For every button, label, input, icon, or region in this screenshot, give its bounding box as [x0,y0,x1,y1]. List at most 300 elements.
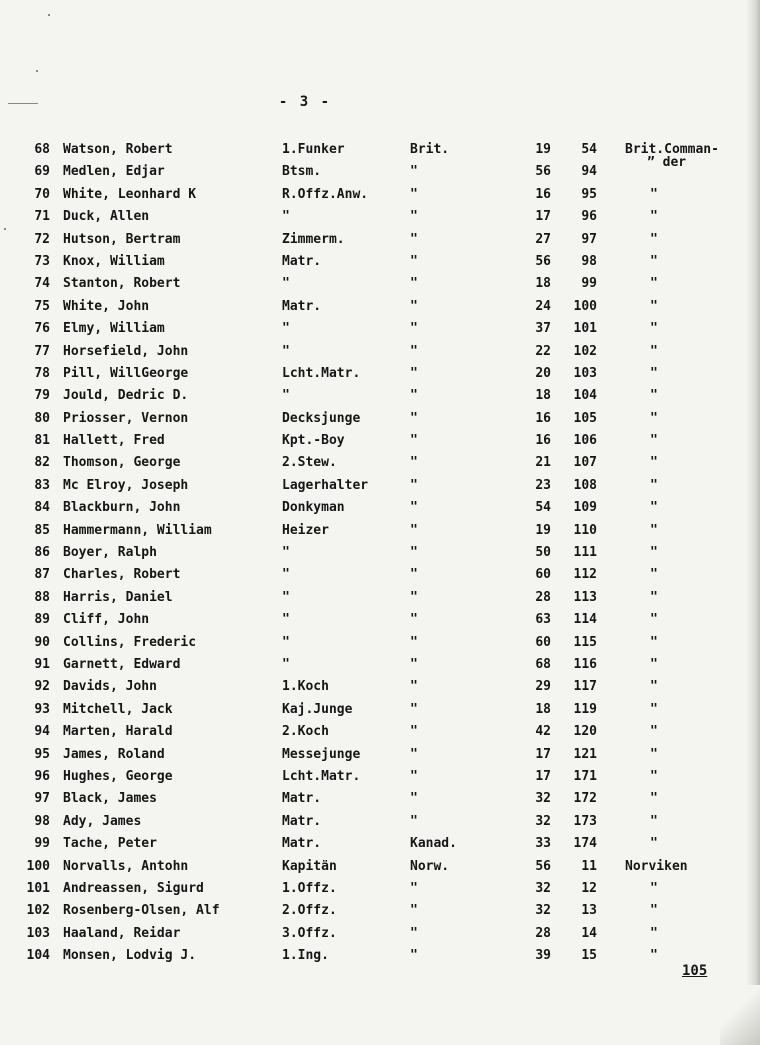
age: 54 [535,500,551,516]
rank: Lagerhalter [282,477,369,493]
person-name: Hallett, Fred [63,433,165,449]
prisoner-number: 116 [573,656,597,672]
prisoner-number: 121 [573,746,597,762]
entry-number: 82 [34,455,50,471]
rank: 3.Offz. [282,925,337,941]
prisoner-number: 103 [573,365,597,381]
person-name: Thomson, George [63,455,181,471]
entry-number: 104 [26,948,50,964]
person-name: Davids, John [63,679,157,695]
prisoner-number: 171 [573,768,597,784]
rank: Matr. [282,791,322,807]
age: 20 [535,365,551,381]
table-row [0,273,760,295]
rank: Matr. [282,813,322,829]
person-name: Knox, William [63,253,165,269]
prisoner-number: 119 [573,701,597,717]
table-row [0,744,760,766]
age: 18 [535,276,551,292]
table-row [0,811,760,833]
prisoner-number: 96 [581,209,597,225]
nationality: " [410,253,418,269]
entry-number: 79 [34,388,50,404]
ship-name: " [650,455,658,471]
table-row [0,430,760,452]
entry-number: 90 [34,634,50,650]
nationality: " [410,791,418,807]
prisoner-number: 120 [573,724,597,740]
person-name: Priosser, Vernon [63,410,189,426]
nationality: " [410,343,418,359]
table-row [0,923,760,945]
person-name: Tache, Peter [63,836,157,852]
person-name: Monsen, Lodvig J. [63,948,197,964]
nationality: " [410,500,418,516]
person-name: Andreassen, Sigurd [63,880,204,896]
prisoner-number: 15 [581,948,597,964]
entry-number: 73 [34,253,50,269]
entry-number: 71 [34,209,50,225]
rank: 2.Koch [282,724,329,740]
entry-number: 72 [34,231,50,247]
entry-number: 86 [34,545,50,561]
entry-number: 89 [34,612,50,628]
nationality: " [410,813,418,829]
person-name: Hammermann, William [63,522,212,538]
rank: Matr. [282,298,322,314]
table-row [0,385,760,407]
prisoner-number: 102 [573,343,597,359]
ship-name: " [650,656,658,672]
nationality: Norw. [410,858,450,874]
person-name: Boyer, Ralph [63,545,157,561]
rank: Decksjunge [282,410,361,426]
table-row [0,609,760,631]
ship-name: " [650,880,658,896]
person-name: Marten, Harald [63,724,173,740]
nationality: Brit. [410,142,450,157]
age: 16 [535,433,551,449]
nationality: " [410,724,418,740]
nationality: " [410,455,418,471]
entry-number: 68 [34,142,50,157]
age: 19 [535,522,551,538]
nationality: " [410,612,418,628]
table-row [0,945,760,967]
person-name: Harris, Daniel [63,589,173,605]
ship-name: " [650,365,658,381]
prisoner-number: 117 [573,679,597,695]
entry-number: 77 [34,343,50,359]
nationality: " [410,880,418,896]
person-name: Hughes, George [63,768,173,784]
age: 21 [535,455,551,471]
prisoner-number: 95 [581,186,597,202]
nationality: " [410,679,418,695]
rank: " [282,589,290,605]
prisoner-number: 12 [581,880,597,896]
nationality: " [410,186,418,202]
age: 22 [535,343,551,359]
entry-number: 95 [34,746,50,762]
prisoner-number: 108 [573,477,597,493]
entry-number: 101 [26,880,50,896]
nationality: " [410,209,418,225]
nationality: " [410,276,418,292]
entry-number: 98 [34,813,50,829]
rank: " [282,343,290,359]
ship-name: " [650,545,658,561]
ink-speck [36,70,38,72]
entry-number: 81 [34,433,50,449]
ship-name: " [650,589,658,605]
age: 16 [535,410,551,426]
page-corner-curl [720,985,760,1045]
table-row [0,229,760,251]
nationality: " [410,545,418,561]
nationality: " [410,746,418,762]
rank: Kaj.Junge [282,701,353,717]
nationality: " [410,768,418,784]
age: 56 [535,164,551,180]
age: 63 [535,612,551,628]
prisoner-number: 13 [581,903,597,919]
prisoner-number: 115 [573,634,597,650]
person-name: Hutson, Bertram [63,231,181,247]
entry-number: 103 [26,925,50,941]
age: 32 [535,813,551,829]
ship-name: " [650,388,658,404]
nationality: Kanad. [410,836,457,852]
age: 17 [535,768,551,784]
nationality: " [410,948,418,964]
ship-name: " [650,253,658,269]
table-row [0,475,760,497]
age: 28 [535,589,551,605]
person-name: Blackburn, John [63,500,181,516]
age: 56 [535,858,551,874]
age: 42 [535,724,551,740]
ship-name: " [650,768,658,784]
table-row [0,833,760,855]
entry-number: 93 [34,701,50,717]
rank: Matr. [282,253,322,269]
table-row [0,654,760,676]
age: 39 [535,948,551,964]
table-row [0,676,760,698]
table-row [0,900,760,922]
ship-name: Brit.Comman- [625,142,719,157]
person-name: Duck, Allen [63,209,150,225]
page-number: - 3 - [278,94,332,110]
person-name: Mc Elroy, Joseph [63,477,189,493]
entry-number: 78 [34,365,50,381]
ship-name: " [650,746,658,762]
ship-name: " [650,612,658,628]
prisoner-number: 110 [573,522,597,538]
person-name: Watson, Robert [63,142,173,157]
age: 17 [535,746,551,762]
table-row [0,363,760,385]
age: 56 [535,253,551,269]
nationality: " [410,410,418,426]
rank: " [282,209,290,225]
ship-name: " [650,634,658,650]
ship-name: " [650,948,658,964]
age: 68 [535,656,551,672]
ship-name: " [650,343,658,359]
person-name: Jould, Dedric D. [63,388,189,404]
ship-name: " [650,410,658,426]
entry-number: 91 [34,656,50,672]
rank: R.Offz.Anw. [282,186,369,202]
ship-name-continuation: ” der [647,155,687,170]
rank: 1.Funker [282,142,345,157]
nationality: " [410,298,418,314]
nationality: " [410,388,418,404]
prisoner-number: 101 [573,321,597,337]
rank: " [282,634,290,650]
prisoner-number: 54 [581,142,597,157]
person-name: Mitchell, Jack [63,701,173,717]
ship-name: " [650,433,658,449]
ship-name: " [650,209,658,225]
person-name: Rosenberg-Olsen, Alf [63,903,220,919]
nationality: " [410,656,418,672]
prisoner-number: 104 [573,388,597,404]
nationality: " [410,321,418,337]
rank: Lcht.Matr. [282,365,361,381]
person-name: White, Leonhard K [63,186,197,202]
person-name: Elmy, William [63,321,165,337]
age: 28 [535,925,551,941]
age: 18 [535,701,551,717]
nationality: " [410,433,418,449]
rank: " [282,276,290,292]
rank: 1.Ing. [282,948,329,964]
rank: 1.Offz. [282,880,337,896]
nationality: " [410,634,418,650]
nationality: " [410,522,418,538]
table-row [0,296,760,318]
age: 32 [535,880,551,896]
ship-name: " [650,477,658,493]
nationality: " [410,567,418,583]
rank: 1.Koch [282,679,329,695]
age: 16 [535,186,551,202]
table-row [0,497,760,519]
person-name: Collins, Frederic [63,634,197,650]
prisoner-number: 109 [573,500,597,516]
nationality: " [410,365,418,381]
table-row [0,856,760,878]
entry-number: 69 [34,164,50,180]
age: 60 [535,567,551,583]
entry-number: 75 [34,298,50,314]
page-total: 105 [682,963,708,979]
entry-number: 84 [34,500,50,516]
table-row [0,161,760,183]
prisoner-number: 173 [573,813,597,829]
ship-name: " [650,724,658,740]
rank: Zimmerm. [282,231,345,247]
ship-name: " [650,186,658,202]
prisoner-number: 105 [573,410,597,426]
ship-name: " [650,567,658,583]
rank: Lcht.Matr. [282,768,361,784]
table-row [0,251,760,273]
prisoner-number: 113 [573,589,597,605]
entry-number: 85 [34,522,50,538]
rank: " [282,567,290,583]
table-row [0,587,760,609]
age: 19 [535,142,551,157]
person-name: Charles, Robert [63,567,181,583]
entry-number: 100 [26,858,50,874]
ship-name: " [650,903,658,919]
prisoner-number: 114 [573,612,597,628]
person-name: James, Roland [63,746,165,762]
rank: " [282,612,290,628]
age: 23 [535,477,551,493]
age: 17 [535,209,551,225]
rank: 2.Stew. [282,455,337,471]
rank: Btsm. [282,164,322,180]
age: 37 [535,321,551,337]
person-name: Haaland, Reidar [63,925,181,941]
table-row [0,632,760,654]
entry-number: 83 [34,477,50,493]
age: 50 [535,545,551,561]
age: 27 [535,231,551,247]
age: 24 [535,298,551,314]
table-row [0,520,760,542]
ship-name: " [650,321,658,337]
entry-number: 97 [34,791,50,807]
rank: " [282,656,290,672]
age: 32 [535,903,551,919]
rank: Donkyman [282,500,345,516]
age: 60 [535,634,551,650]
entry-number: 99 [34,836,50,852]
person-name: Cliff, John [63,612,150,628]
person-name: Medlen, Edjar [63,164,165,180]
ship-name: " [650,836,658,852]
entry-number: 92 [34,679,50,695]
table-row [0,318,760,340]
age: 18 [535,388,551,404]
nationality: " [410,925,418,941]
ship-name: " [650,813,658,829]
table-row [0,766,760,788]
age: 29 [535,679,551,695]
table-row [0,564,760,586]
ship-name: " [650,276,658,292]
margin-mark [8,103,38,104]
prisoner-number: 99 [581,276,597,292]
person-name: Norvalls, Antohn [63,858,189,874]
prisoner-number: 97 [581,231,597,247]
ship-name: " [650,298,658,314]
prisoner-number: 172 [573,791,597,807]
rank: Matr. [282,836,322,852]
entry-number: 88 [34,589,50,605]
rank: " [282,321,290,337]
prisoner-number: 174 [573,836,597,852]
entry-number: 96 [34,768,50,784]
nationality: " [410,589,418,605]
table-row [0,206,760,228]
prisoner-number: 106 [573,433,597,449]
rank: " [282,545,290,561]
table-row [0,788,760,810]
rank: Kpt.-Boy [282,433,345,449]
ship-name: " [650,791,658,807]
ship-name: " [650,701,658,717]
table-row [0,139,760,161]
table-row [0,699,760,721]
nationality: " [410,701,418,717]
entry-number: 102 [26,903,50,919]
ship-name: " [650,500,658,516]
person-name: Black, James [63,791,157,807]
table-row [0,408,760,430]
table-row [0,184,760,206]
prisoner-number: 14 [581,925,597,941]
table-row [0,721,760,743]
table-row [0,542,760,564]
prisoner-number: 100 [573,298,597,314]
nationality: " [410,164,418,180]
ship-name: Norviken [625,858,688,874]
rank: Messejunge [282,746,361,762]
person-name: White, John [63,298,150,314]
person-name: Stanton, Robert [63,276,181,292]
prisoner-number: 112 [573,567,597,583]
person-name: Pill, WillGeorge [63,365,189,381]
crew-list [0,139,760,967]
entry-number: 87 [34,567,50,583]
entry-number: 80 [34,410,50,426]
nationality: " [410,231,418,247]
ship-name: " [650,679,658,695]
prisoner-number: 11 [581,858,597,874]
ship-name: " [650,522,658,538]
nationality: " [410,477,418,493]
nationality: " [410,903,418,919]
prisoner-number: 111 [573,545,597,561]
table-row [0,452,760,474]
entry-number: 76 [34,321,50,337]
person-name: Ady, James [63,813,142,829]
ship-name: " [650,925,658,941]
ship-name: " [650,231,658,247]
rank: " [282,388,290,404]
rank: 2.Offz. [282,903,337,919]
entry-number: 74 [34,276,50,292]
prisoner-number: 98 [581,253,597,269]
age: 33 [535,836,551,852]
table-row [0,878,760,900]
rank: Heizer [282,522,329,538]
entry-number: 70 [34,186,50,202]
rank: Kapitän [282,858,337,874]
ink-speck [48,14,50,16]
age: 32 [535,791,551,807]
entry-number: 94 [34,724,50,740]
table-row [0,341,760,363]
person-name: Garnett, Edward [63,656,181,672]
